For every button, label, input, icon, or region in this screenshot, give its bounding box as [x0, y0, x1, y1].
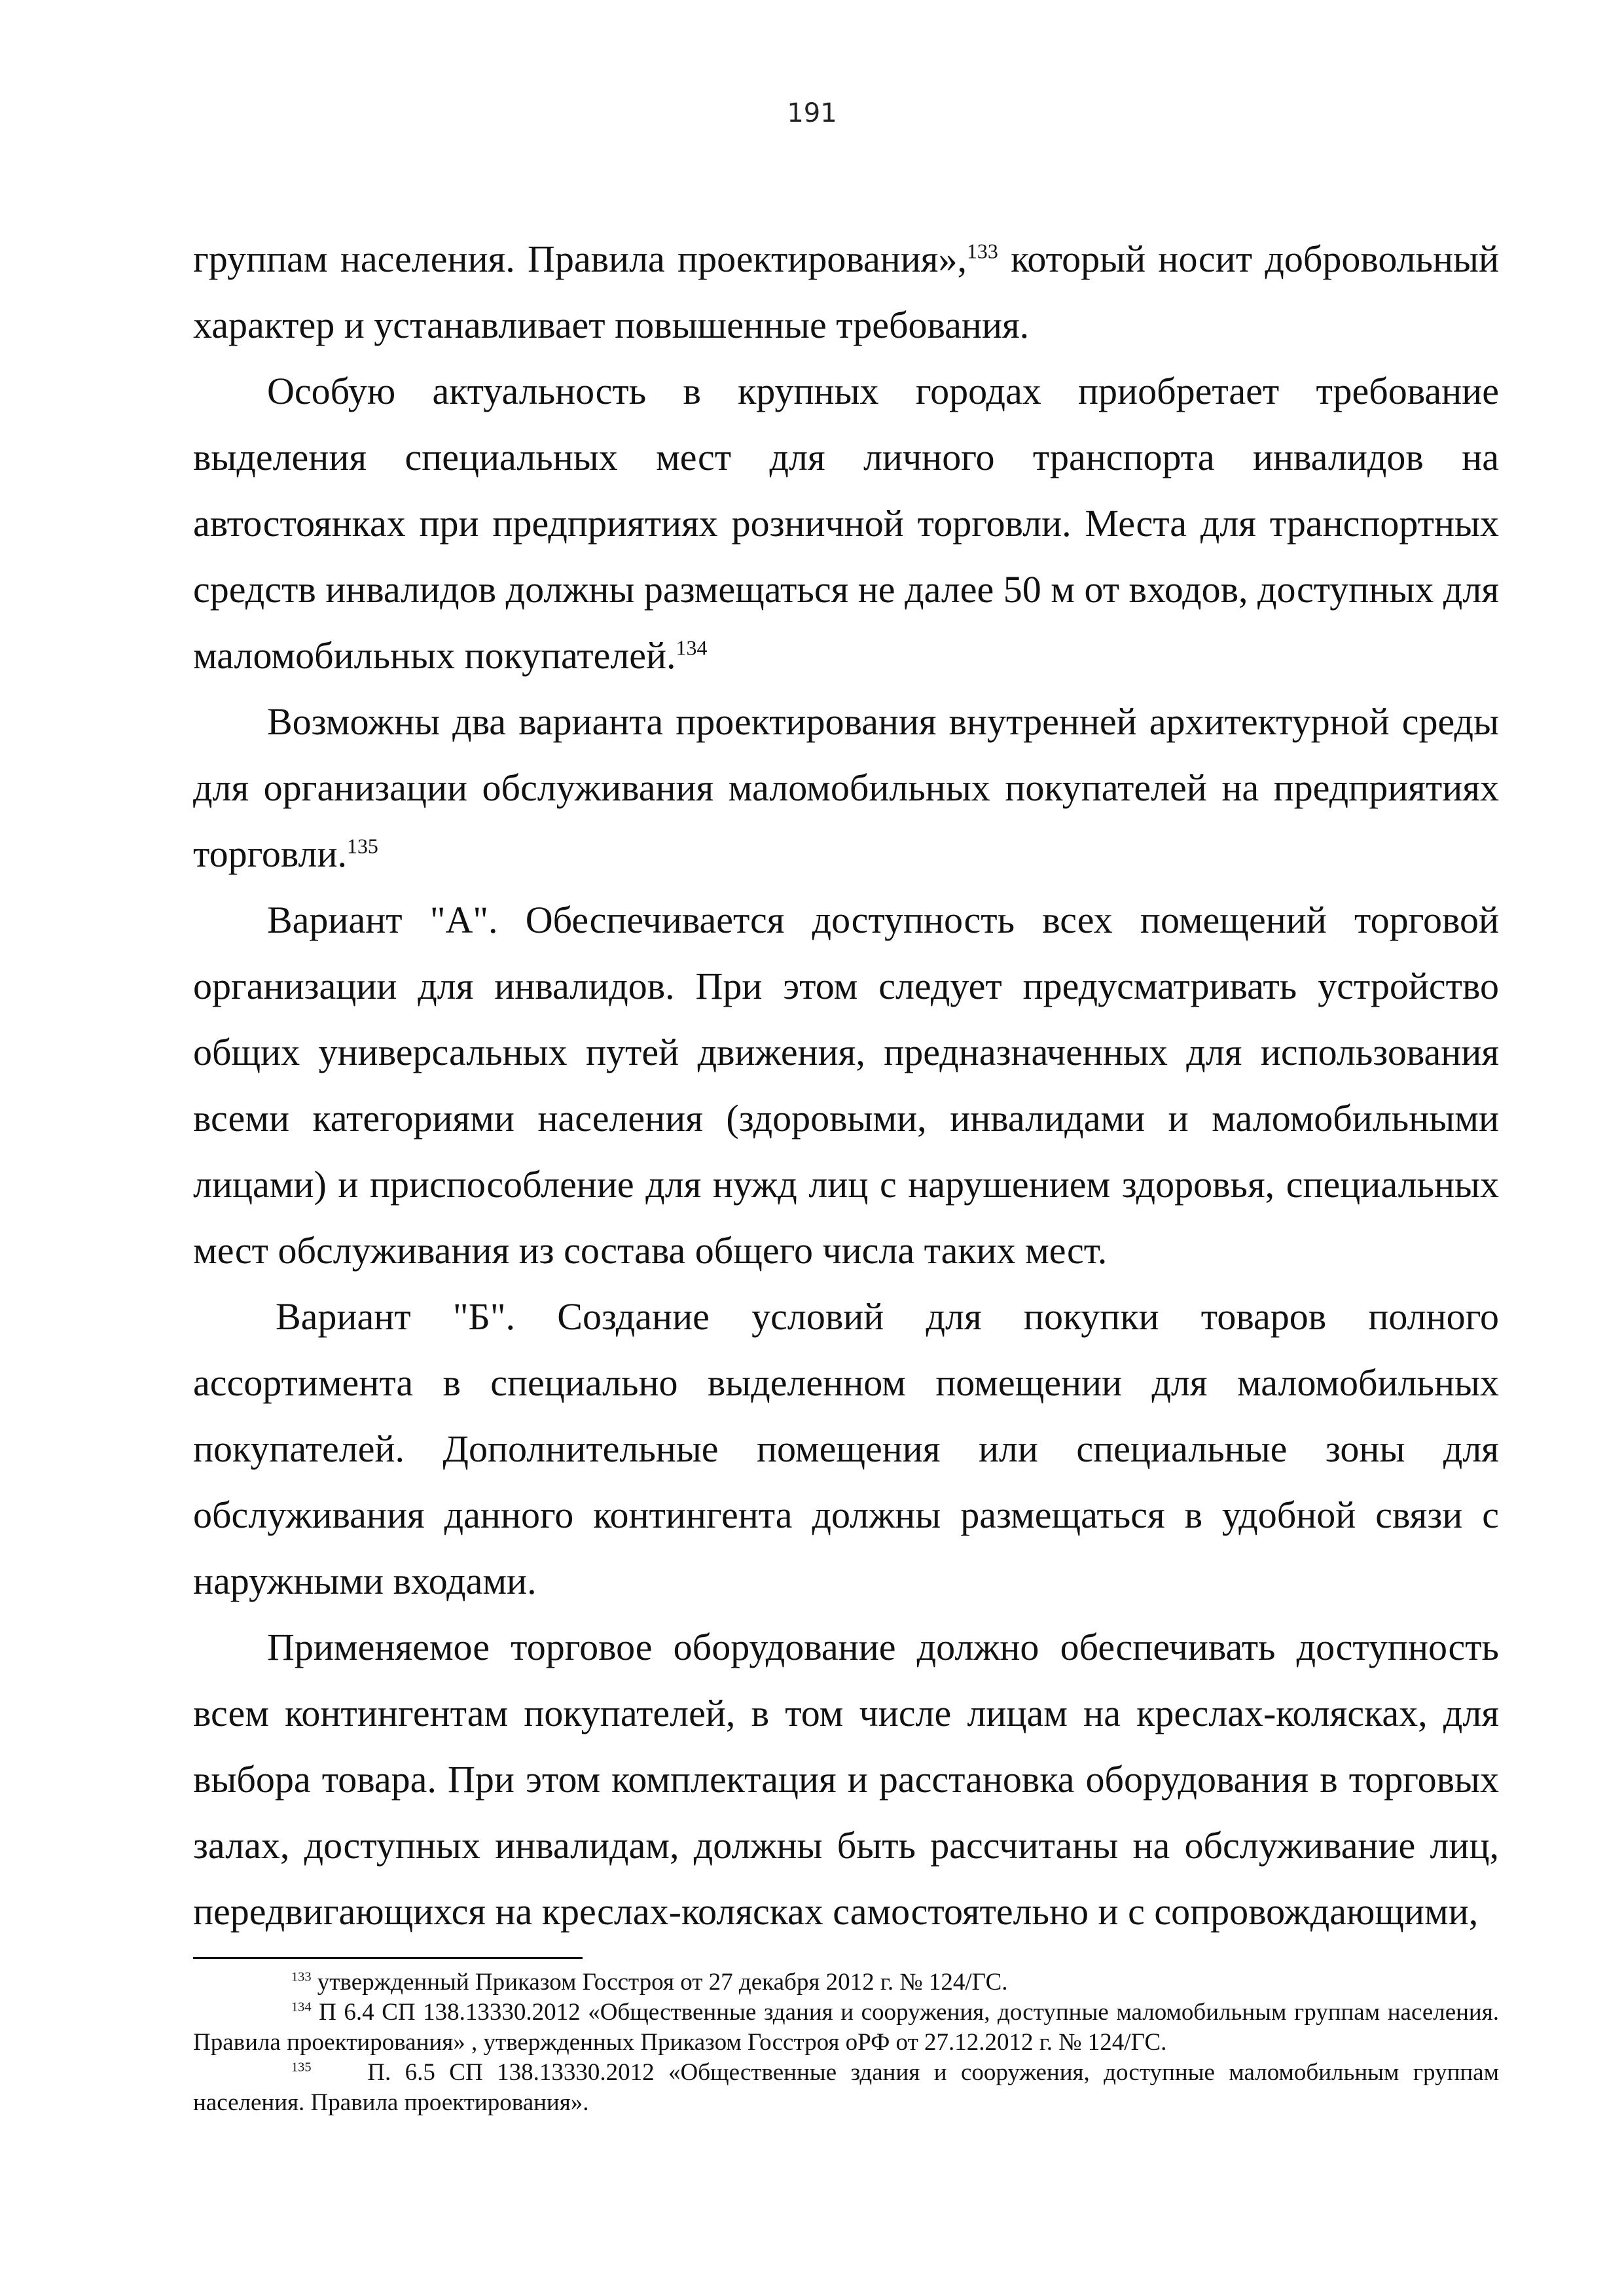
paragraph-text: группам населения. Правила проектирования», — [193, 238, 967, 280]
footnote-text: утвержденный Приказом Госстроя от 27 декабря 2012 г. № 124/ГС. — [317, 1969, 1008, 1996]
paragraph-text: Особую актуальность в крупных городах приобретает требование выделения специальных мест для личного транспорта инвалидов на автостоянках при предприятиях розничной торговли. Места для транспортных средств инвалидов должны размещаться не далее 50 м от входов, доступных для маломобильных покупателей. — [193, 370, 1499, 677]
footnote-number: 135 — [291, 2060, 312, 2075]
footnote-133 — [193, 1967, 1499, 1998]
footnote-ref-134[interactable]: 134 — [676, 636, 708, 660]
footnote-135 — [193, 2058, 1499, 2118]
footnote-ref-135[interactable]: 135 — [347, 834, 378, 858]
paragraph-continuation — [193, 226, 1499, 358]
paragraph-variant-a: Вариант "А". Обеспечивается доступность всех помещений торговой организации для инвалидов. При этом следует предусматривать устройство общих универсальных путей движения, предназначенных для использования всеми категориями населения (здоровыми, инвалидами и маломобильными лицами) и приспособление для нужд лиц с нарушением здоровья, специальных мест обслуживания из состава общего числа таких мест. — [193, 899, 1499, 1272]
page-number: 191 — [787, 98, 837, 128]
footnote-134 — [193, 1998, 1499, 2058]
paragraph-text: Возможны два варианта проектирования внутренней архитектурной среды для организации обслуживания маломобильных покупателей на предприятиях торговли. — [193, 700, 1499, 875]
footnote-number: 133 — [291, 1969, 312, 1984]
paragraph-parking — [193, 358, 1499, 689]
main-text — [193, 226, 1499, 1945]
footnote-number: 134 — [291, 2000, 312, 2015]
footnote-ref-133[interactable]: 133 — [966, 240, 998, 263]
paragraph-variants — [193, 689, 1499, 887]
footnotes — [193, 1967, 1499, 2118]
paragraph-equipment: Применяемое торговое оборудование должно обеспечивать доступность всем контингентам покупателей, в том числе лицам на креслах-колясках, для выбора товара. При этом комплектация и расстановка оборудования в торговых залах, доступных инвалидам, должны быть рассчитаны на обслуживание лиц, передвигающихся на креслах-колясках самостоятельно и с сопровождающими, — [193, 1626, 1499, 1933]
paragraph-variant-b: Вариант "Б". Создание условий для покупки товаров полного ассортимента в специально выделенном помещении для маломобильных покупателей. Дополнительные помещения или специальные зоны для обслуживания данного контингента должны размещаться в удобной связи с наружными входами. — [193, 1295, 1499, 1602]
footnote-text: П 6.4 СП 138.13330.2012 «Общественные здания и сооружения, доступные маломобильным группам населения. Правила проектирования» , утвержденных Приказом Госстроя оРФ от 27.12.2012 г. № 124/ГС. — [193, 1999, 1499, 2056]
footnote-text: П. 6.5 СП 138.13330.2012 «Общественные здания и сооружения, доступные маломобильным группам населения. Правила проектирования». — [193, 2059, 1500, 2116]
footnote-separator — [193, 1957, 583, 1959]
paragraph-text: который носит добровольный характер и устанавливает повышенные требования. — [193, 238, 1500, 346]
